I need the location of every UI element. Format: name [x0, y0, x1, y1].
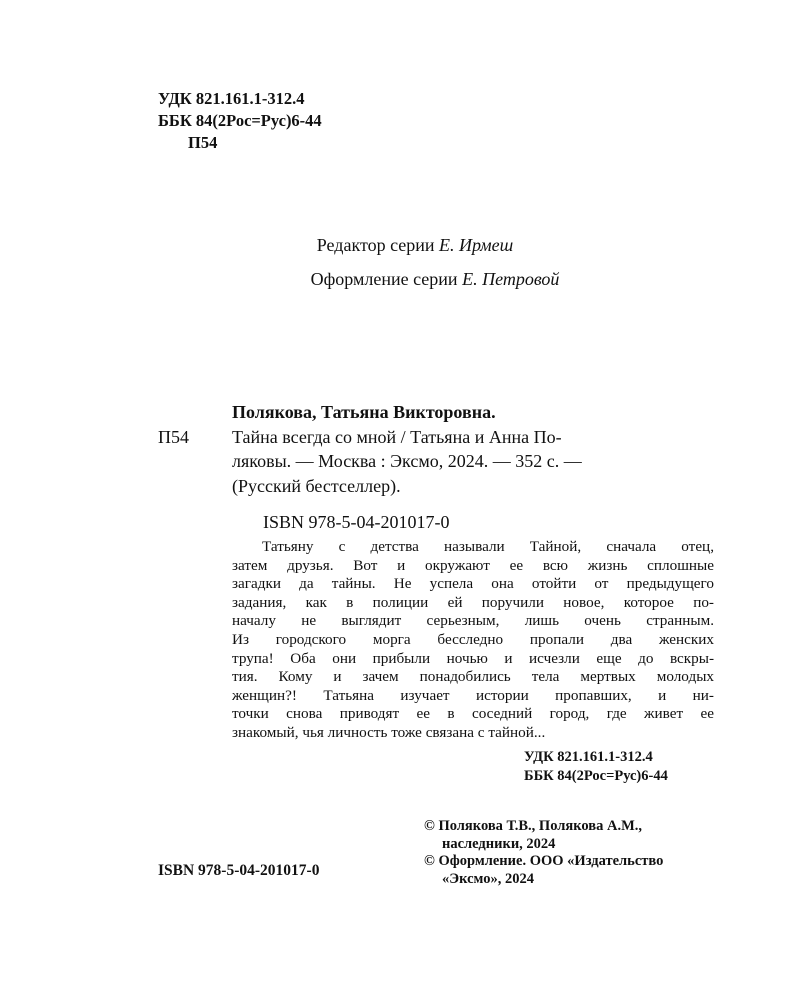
author-mark: П54	[188, 133, 218, 152]
copyright-line-1: © Полякова Т.В., Полякова А.М.,	[424, 818, 643, 834]
annotation-line: женщин?! Татьяна изучает истории пропавших, и ни-	[232, 686, 714, 704]
entry-title-line-2: ляковы. — Москва : Эксмо, 2024. — 352 с. —	[232, 451, 582, 471]
entry-title-row	[158, 425, 718, 450]
annotation-line: затем друзья. Вот и окружают ее всю жизнь сплошные	[232, 556, 714, 574]
annotation-line: Из городского морга бесследно пропали два женских	[232, 630, 714, 648]
annotation-line: тия. Кому и зачем понадобились тела мертвых молодых	[232, 668, 714, 686]
series-editor-label: Редактор серии	[316, 235, 435, 255]
annotation-line: знакомый, чья личность тоже связана с тайной...	[232, 723, 546, 741]
entry-title-line-1: Тайна всегда со мной / Татьяна и Анна По-	[232, 426, 562, 447]
copyright-line-2: наследники, 2024	[442, 835, 556, 852]
annotation-line: точки снова приводят ее в соседний город, где живет ее	[232, 705, 714, 723]
classification-block	[158, 88, 322, 154]
annotation-text	[232, 538, 714, 743]
bibliographic-entry	[158, 400, 718, 535]
series-editor-credit	[0, 233, 800, 257]
entry-isbn: ISBN 978-5-04-201017-0	[263, 512, 450, 532]
annotation-line: загадки да тайны. Не успела она отойти от предыдущего	[232, 575, 714, 593]
series-editor-name: Е. Ирмеш	[439, 235, 514, 255]
classification-bottom	[524, 748, 668, 786]
bbk-code-bottom: ББК 84(2Рос=Рус)6-44	[524, 768, 668, 784]
annotation-line: трупа! Оба они прибыли ночью и исчезли еще до вскры-	[232, 649, 714, 667]
bbk-code: ББК 84(2Рос=Рус)6-44	[158, 111, 322, 130]
udk-code-bottom: УДК 821.161.1-312.4	[524, 749, 653, 765]
copyright-line-4: «Эксмо», 2024	[442, 870, 534, 887]
annotation-line: Татьяну с детства называли Тайной, сначала отец,	[262, 538, 714, 555]
entry-author: Полякова, Татьяна Викторовна.	[232, 402, 496, 422]
annotation-line: началу не выглядит серьезным, лишь очень странным.	[232, 612, 714, 630]
series-design-label: Оформление серии	[310, 269, 458, 289]
annotation-line: задания, как в полиции ей поручили новое, которое по-	[232, 593, 714, 611]
copyright-line-3: © Оформление. ООО «Издательство	[424, 853, 664, 870]
entry-author-mark: П54	[158, 426, 189, 447]
series-design-name: Е. Петровой	[462, 269, 560, 289]
entry-title-line-3: (Русский бестселлер).	[232, 475, 401, 496]
udk-code: УДК 821.161.1-312.4	[158, 89, 305, 108]
series-design-credit	[0, 267, 800, 291]
isbn-bottom: ISBN 978-5-04-201017-0	[158, 862, 320, 879]
copyright-block	[424, 818, 663, 888]
